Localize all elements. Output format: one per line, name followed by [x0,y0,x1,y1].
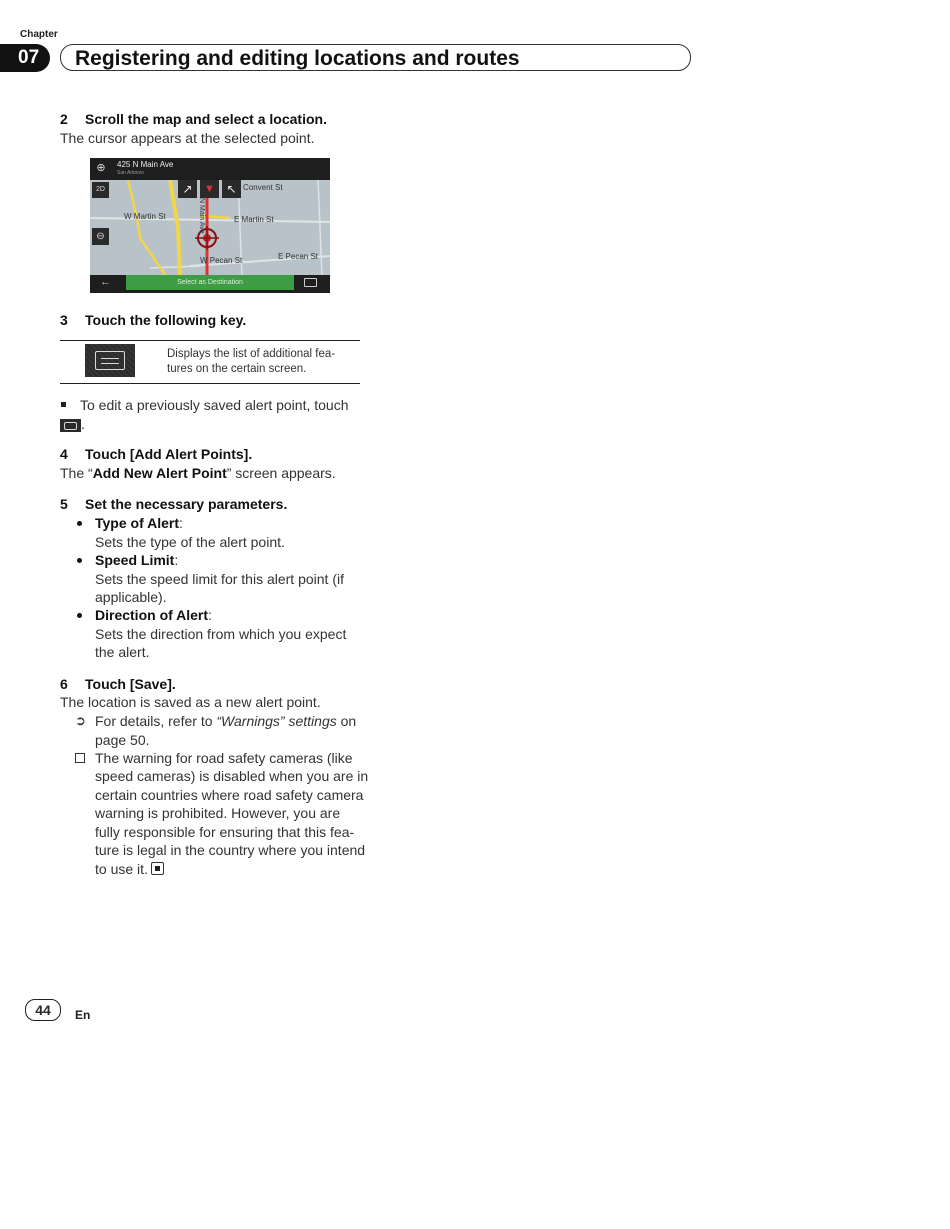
street-label: E Pecan St [278,252,319,261]
menu-key-icon [85,344,135,377]
warning-line: warning is prohibited. However, you are [95,805,341,821]
bullet-icon [77,613,82,618]
warning-line-last: to use it. [95,860,164,879]
reference-text: For details, refer to “Warnings” settings on [95,713,357,729]
reference-text-line2: page 50. [95,732,150,748]
page-number: 44 [25,999,61,1021]
note-period: . [81,416,85,432]
step-2-body: The cursor appears at the selected point. [60,130,315,146]
warning-line: The warning for road safety cameras (like [95,750,353,766]
step-6-body: The location is saved as a new alert point. [60,694,321,710]
param-name: Type of Alert: [95,515,183,531]
crosshair-icon: ⊕ [96,162,106,174]
street-label: W Martin St [124,212,166,221]
street-label: Convent St [243,183,283,192]
reference-arrow-icon: ➲ [75,713,86,728]
bullet-icon [77,521,82,526]
page-title: Registering and editing locations and routes [75,47,520,70]
param-desc: the alert. [95,644,150,660]
map-city: San Antonio [117,170,144,176]
map-screenshot [90,158,330,293]
menu-key-small-icon [60,419,81,432]
step-6-number: 6 [60,676,68,692]
turn-right-icon: ↗ [178,180,197,198]
turn-left-icon: ↖ [222,180,241,198]
zoom-out-icon[interactable]: ⊖ [92,228,109,245]
warning-line: speed cameras) is disabled when you are in [95,768,369,784]
warning-line: certain countries where road safety camera [95,787,364,803]
param-desc: Sets the direction from which you expect [95,626,347,642]
step-3-title: Touch the following key. [85,312,247,328]
table-top-rule [60,340,360,341]
warning-line: ture is legal in the country where you intend [95,842,366,858]
step-5-number: 5 [60,496,68,512]
chapter-number: 07 [0,44,50,72]
note-bullet-icon [61,402,66,407]
end-mark-icon [151,862,164,875]
step-2-title: Scroll the map and select a location. [85,111,327,127]
language-code: En [75,1008,91,1022]
param-desc: Sets the speed limit for this alert point (if [95,571,344,587]
street-label: N Main Ave [198,198,205,234]
step-3-number: 3 [60,312,68,328]
view-mode-button[interactable]: 2D [92,182,109,198]
bullet-icon [77,558,82,563]
warning-line: fully responsible for ensuring that this fea- [95,824,355,840]
step-6-title: Touch [Save]. [85,676,176,692]
select-destination-button[interactable]: Select as Destination [126,275,294,290]
arrow-down-icon: ▼ [200,180,219,198]
param-desc: applicable). [95,589,167,605]
step-4-title: Touch [Add Alert Points]. [85,446,253,462]
param-name: Direction of Alert: [95,607,212,623]
step-4-number: 4 [60,446,68,462]
street-label: E Martin St [234,215,274,224]
step-5-title: Set the necessary parameters. [85,496,288,512]
street-label: W Pecan St [200,256,243,265]
table-bottom-rule [60,383,360,384]
key-description: Displays the list of additional fea- tures on the certain screen. [167,348,336,375]
step-4-body: The “Add New Alert Point” screen appears. [60,465,336,481]
step-2-number: 2 [60,111,68,127]
note-text: To edit a previously saved alert point, touch [80,397,349,413]
param-desc: Sets the type of the alert point. [95,534,285,550]
map-address: 425 N Main Ave [117,160,174,169]
chapter-label: Chapter [20,29,58,40]
caution-box-icon [75,753,85,763]
back-arrow-icon[interactable]: ← [100,276,111,288]
param-name: Speed Limit: [95,552,179,568]
menu-icon[interactable] [304,278,317,287]
